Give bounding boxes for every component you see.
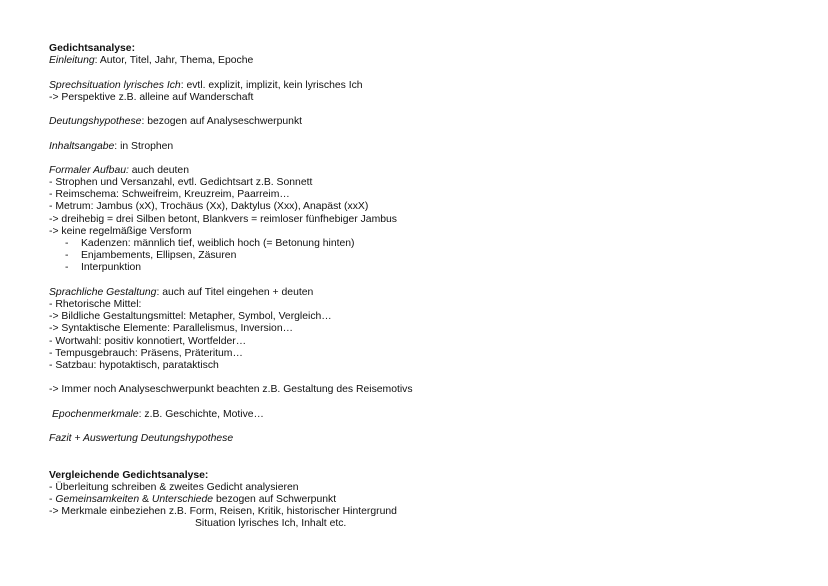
sub-list-item: - Kadenzen: männlich tief, weiblich hoch (= Betonung hinten) <box>65 238 355 249</box>
list-item: - Reimschema: Schweifreim, Kreuzreim, Paarreim… <box>49 189 290 201</box>
epochenmerkmale-line <box>49 409 809 421</box>
list-item: - Rhetorische Mittel: <box>49 298 142 310</box>
sprechsituation-text: : evtl. explizit, implizit, kein lyrisches Ich <box>180 79 363 91</box>
sprechsituation-label: Sprechsituation lyrisches Ich <box>49 79 181 91</box>
list-item <box>49 494 809 506</box>
list-item: - Wortwahl: positiv konnotiert, Wortfelder… <box>49 335 247 347</box>
epochenmerkmale-label: Epochenmerkmale <box>52 408 139 420</box>
sprechsituation-line <box>49 80 809 92</box>
unterschiede-text: Unterschiede <box>151 493 214 505</box>
list-item: -> dreihebig = drei Silben betont, Blankvers = reimloser fünfhebiger Jambus <box>49 213 397 225</box>
section-title-gedichtsanalyse: Gedichtsanalyse: <box>49 43 136 54</box>
perspektive-line: -> Perspektive z.B. alleine auf Wanderschaft <box>49 91 254 103</box>
document-page <box>49 43 809 531</box>
list-item-prefix: - <box>49 493 56 505</box>
list-item: - Strophen und Versanzahl, evtl. Gedichtsart z.B. Sonnett <box>49 177 313 189</box>
deutungshypothese-label: Deutungshypothese <box>49 116 142 128</box>
section-title-vergleichende-gedichtsanalyse: Vergleichende Gedichtsanalyse: <box>49 469 209 481</box>
inhaltsangabe-label: Inhaltsangabe <box>49 140 115 152</box>
list-item: -> Syntaktische Elemente: Parallelismus, Inversion… <box>49 323 293 335</box>
sprachliche-gestaltung-text: : auch auf Titel eingehen + deuten <box>156 286 314 298</box>
einleitung-line <box>49 55 809 67</box>
list-item: - Metrum: Jambus (xX), Trochäus (Xx), Daktylus (Xxx), Anapäst (xxX) <box>49 201 369 213</box>
sub-list-item: - Enjambements, Ellipsen, Zäsuren <box>65 250 237 262</box>
list-item: -> Bildliche Gestaltungsmittel: Metapher, Symbol, Vergleich… <box>49 311 332 323</box>
einleitung-text: : Autor, Titel, Jahr, Thema, Epoche <box>94 55 254 67</box>
inhaltsangabe-line <box>49 141 809 153</box>
fazit-line: Fazit + Auswertung Deutungshypothese <box>49 433 234 444</box>
list-item: -> Merkmale einbeziehen z.B. Form, Reisen, Kritik, historischer Hintergrund <box>49 506 397 518</box>
formaler-aufbau-line <box>49 165 809 177</box>
sub-list-item-text: Kadenzen: männlich tief, weiblich hoch (= Betonung hinten) <box>81 238 355 249</box>
ampersand-text: & <box>139 493 152 505</box>
sprachliche-gestaltung-label: Sprachliche Gestaltung <box>49 286 157 298</box>
sub-list-item-text: Enjambements, Ellipsen, Zäsuren <box>81 250 237 262</box>
analyseschwerpunkt-line: -> Immer noch Analyseschwerpunkt beachten z.B. Gestaltung des Reisemotivs <box>49 384 413 396</box>
sub-list-item: - Interpunktion <box>65 262 142 274</box>
epochenmerkmale-text: : z.B. Geschichte, Motive… <box>138 408 264 420</box>
schwerpunkt-text: bezogen auf Schwerpunkt <box>213 493 337 505</box>
list-item: - Tempusgebrauch: Präsens, Präteritum… <box>49 347 243 359</box>
deutungshypothese-text: : bezogen auf Analyseschwerpunkt <box>141 116 303 128</box>
formaler-aufbau-label: Formaler Aufbau: <box>49 164 129 176</box>
gemeinsamkeiten-text: Gemeinsamkeiten <box>55 493 140 505</box>
list-item: - Überleitung schreiben & zweites Gedicht analysieren <box>49 481 299 493</box>
list-item-continuation: Situation lyrisches Ich, Inhalt etc. <box>195 518 347 530</box>
sprachliche-gestaltung-line <box>49 287 809 299</box>
deutungshypothese-line <box>49 116 809 128</box>
einleitung-label: Einleitung <box>49 55 95 67</box>
formaler-aufbau-text: auch deuten <box>128 164 189 176</box>
list-item: -> keine regelmäßige Versform <box>49 225 192 237</box>
list-item: - Satzbau: hypotaktisch, parataktisch <box>49 359 219 371</box>
sub-list-item-text: Interpunktion <box>81 262 142 274</box>
inhaltsangabe-text: : in Strophen <box>114 140 174 152</box>
